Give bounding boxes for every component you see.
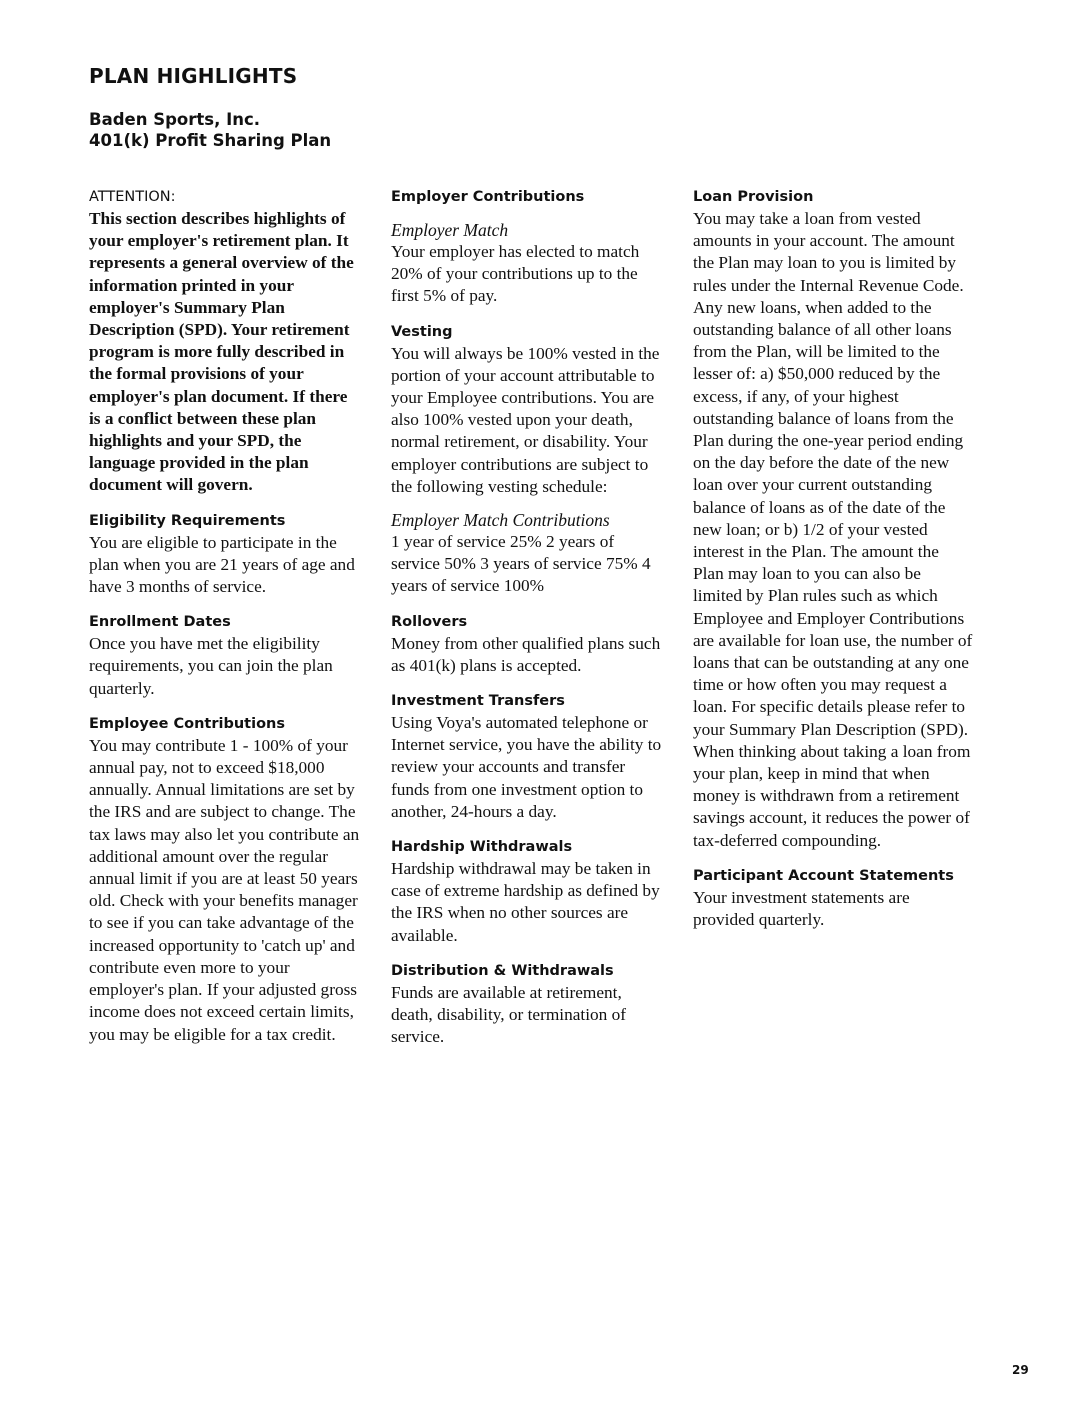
column-middle bbox=[391, 186, 663, 1048]
employer-match-subheading: Employer Match bbox=[391, 220, 509, 240]
distribution-text: Funds are available at retirement, death, disability, or termination of service. bbox=[391, 982, 627, 1047]
enrollment-text: Once you have met the eligibility requirements, you can join the plan quarterly. bbox=[89, 634, 333, 698]
plan-title: 401(k) Profit Sharing Plan bbox=[89, 131, 332, 150]
company-name: Baden Sports, Inc. bbox=[89, 110, 261, 129]
investment-transfers-heading: Investment Transfers bbox=[391, 693, 565, 710]
plan-name bbox=[89, 109, 331, 151]
vesting-schedule-subheading: Employer Match Contributions bbox=[391, 510, 610, 531]
employer-match-text: Your employer has elected to match 20% of your contributions up to the first 5% of pay. bbox=[391, 242, 640, 306]
investment-transfers-text: Using Voya's automated telephone or Internet service, you have the ability to review your accounts and transfer funds from one investment option to another, 24-hours a day. bbox=[391, 713, 662, 821]
eligibility-text: You are eligible to participate in the plan when you are 21 years of age and have 3 months of service. bbox=[89, 532, 355, 597]
rollovers-text: Money from other qualified plans such as 401(k) plans is accepted. bbox=[391, 633, 661, 675]
page-number: 29 bbox=[1012, 1363, 1029, 1377]
loan-heading: Loan Provision bbox=[693, 189, 814, 205]
eligibility-heading: Eligibility Requirements bbox=[89, 512, 286, 529]
statements-text: Your investment statements are provided quarterly. bbox=[693, 887, 910, 930]
enrollment-heading: Enrollment Dates bbox=[89, 614, 231, 631]
loan-text: You may take a loan from vested amounts in your account. The amount the Plan may loan to you is limited by rules under the Internal Revenue Code. Any new loans, when added to the outstanding balance of all other loans from the Plan, will be limited to the lesser of: a) $50,000 reduced by the excess, if any, of your highest outstanding balance of loans from the Plan during the one-year period ending on the day before the date of the new loan over your current outstanding balance of loans as of the date of the new loan; or b) 1/2 of your vested interest in the Plan. The amount the Plan may loan to you can also be limited by Plan rules such as which Employee and Employer Contributions are available for loan use, the number of loans that can be outstanding at any one time or how often you may request a loan. For specific details please refer to your Summary Plan Description (SPD). When thinking about taking a loan from your plan, keep in mind that when money is withdrawn from a retirement savings account, it reduces the power of tax-deferred compounding. bbox=[693, 209, 973, 850]
hardship-heading: Hardship Withdrawals bbox=[391, 839, 573, 856]
employer-contributions-heading: Employer Contributions bbox=[391, 189, 585, 205]
rollovers-heading: Rollovers bbox=[391, 613, 468, 630]
attention-label: ATTENTION: bbox=[89, 189, 176, 205]
vesting-text: You will always be 100% vested in the portion of your account attributable to your Employee contributions. You are also 100% vested upon your death, normal retirement, or disability. Your employer contributions are subject to the following vesting schedule: bbox=[391, 343, 660, 496]
employee-contributions-heading: Employee Contributions bbox=[89, 715, 285, 732]
page-title: PLAN HIGHLIGHTS bbox=[89, 64, 298, 88]
hardship-text: Hardship withdrawal may be taken in case of extreme hardship as defined by the IRS when no other sources are available. bbox=[391, 859, 660, 945]
employee-contributions-text: You may contribute 1 - 100% of your annual pay, not to exceed $18,000 annually. Annual limitations are set by the IRS and are subject to change. The tax laws may also let you contribute an additional amount over the regular annual limit if you are at least 50 years old. Check with your benefits manager to see if you can take advantage of the increased opportunity to 'catch up' and contribute even more to your employer's plan. If your adjusted gross income does not exceed certain limits, you may be eligible for a tax credit. bbox=[89, 735, 360, 1044]
vesting-schedule-text: 1 year of service 25% 2 years of service 50% 3 years of service 75% 4 years of service 100% bbox=[391, 532, 651, 596]
column-left bbox=[89, 186, 361, 1046]
attention-text: This section describes highlights of your employer's retirement plan. It represents a general overview of the information printed in your employer's Summary Plan Description (SPD). Your retirement program is more fully described in the formal provisions of your employer's plan document. If there is a conflict between these plan highlights and your SPD, the language provided in the plan document will govern. bbox=[89, 209, 354, 495]
column-right bbox=[693, 186, 973, 931]
vesting-heading: Vesting bbox=[391, 323, 453, 340]
statements-heading: Participant Account Statements bbox=[693, 867, 954, 884]
distribution-heading: Distribution & Withdrawals bbox=[391, 962, 614, 979]
